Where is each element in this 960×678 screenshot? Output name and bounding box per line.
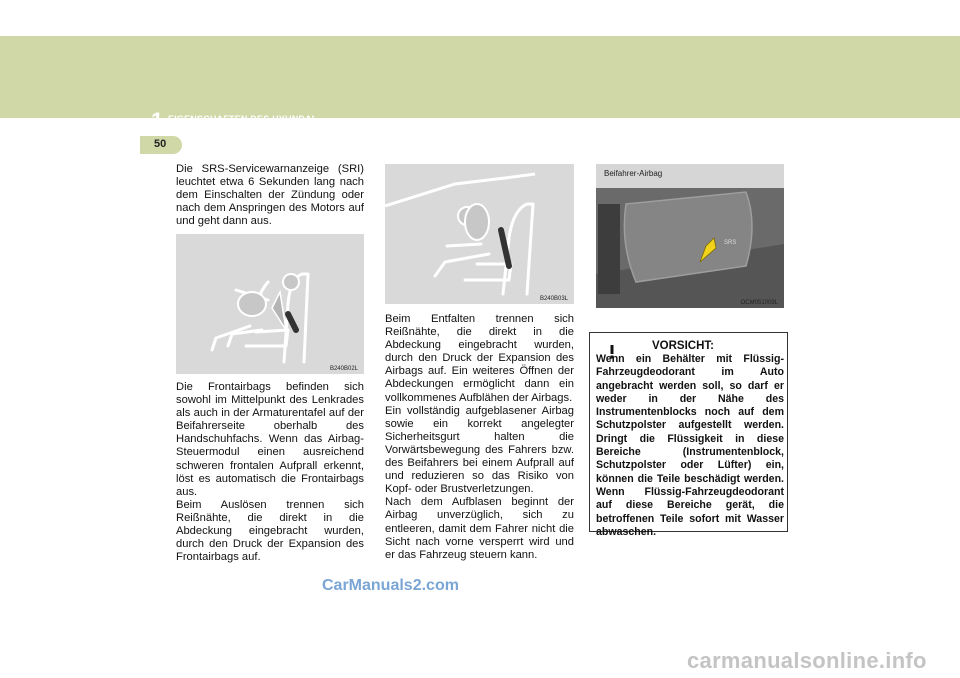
passenger-airbag-figure — [385, 164, 574, 304]
figure-code: OCM051009L — [740, 300, 778, 306]
passenger-airbag-illustration — [385, 164, 574, 304]
figure-label: Beifahrer-Airbag — [604, 169, 663, 178]
margin — [0, 118, 150, 678]
intro-paragraph: Die SRS-Servicewarnanzeige (SRI) leuchtet etwa 6 Sekunden lang nach dem Einschalten der Zündung oder nach dem Anspringen des Motors auf und geht dann aus. — [176, 163, 364, 228]
frontairbag-paragraph: Die Frontairbags befinden sich sowohl im Mittelpunkt des Lenkrades als auch in der Armaturentafel auf der Beifahrerseite oberhalb des Handschuhfachs. Wenn das Airbag-Steuermodul einen ausreichend schweren frontalen Aufprall erkennt, löst es automatisch die Frontairbags aus. Beim Auslösen trennen sich Reißnähte, die direkt in die Abdeckung eingebracht wurden, durch den Druck der Expansion des Frontairbags auf. — [176, 381, 364, 564]
page-number: 50 — [154, 138, 167, 150]
caution-title: VORSICHT: — [652, 340, 714, 352]
caution-text: Wenn ein Behälter mit Flüssig-Fahrzeugdeodorant im Auto angebracht werden soll, so darf er weder in der Nähe des Instrumentenblocks noch auf dem Schutzpolster aufgestellt werden. Dringt die Flüssigkeit in diese Bereiche (Instrumentenblock, Schutzpolster oder Lüfter) ein, können die Teile beschädigt werden. Wenn Flüssig-Fahrzeugdeodorant auf diese Bereiche gerät, die betroffenen Teile sofort mit Wasser abwaschen. — [596, 353, 784, 538]
dashboard-figure — [596, 164, 784, 308]
watermark[interactable]: CarManuals2.com — [322, 577, 459, 594]
section-title: EIGENSCHAFTEN DES HYUNDAI — [168, 114, 315, 124]
section-number: 1 — [151, 108, 164, 133]
figure-code: B240B02L — [329, 366, 358, 372]
srs-marking: SRS — [724, 240, 737, 246]
deployment-paragraph: Beim Entfalten trennen sich Reißnähte, die direkt in die Abdeckung eingebracht wurden, durch den Druck der Expansion des Airbags auf. Ein weiteres Öffnen der Abdeckungen ermöglicht dann ein vollkommenes Aufblähen der Airbags. Ein vollständig aufgeblasener Airbag sowie ein korrekt angelegter Sicherheitsgurt halten die Vorwärtsbewegung des Fahrers bzw. des Beifahrers bei einem Aufprall auf und reduzieren so das Risiko von Kopf- oder Brustverletzungen. Nach dem Aufblasen beginnt der Airbag unverzüglich, sich zu entleeren, damit dem Fahrer nicht die Sicht nach vorne versperrt wird und er das Fahrzeug steuern kann. — [385, 313, 574, 561]
caution-box — [589, 332, 788, 538]
driver-airbag-illustration — [176, 234, 364, 374]
driver-airbag-figure — [176, 234, 364, 374]
watermark[interactable]: carmanualsonline.info — [687, 648, 927, 673]
figure-code: B240B03L — [539, 296, 568, 302]
header-band — [0, 36, 960, 118]
dashboard-illustration — [596, 164, 784, 308]
